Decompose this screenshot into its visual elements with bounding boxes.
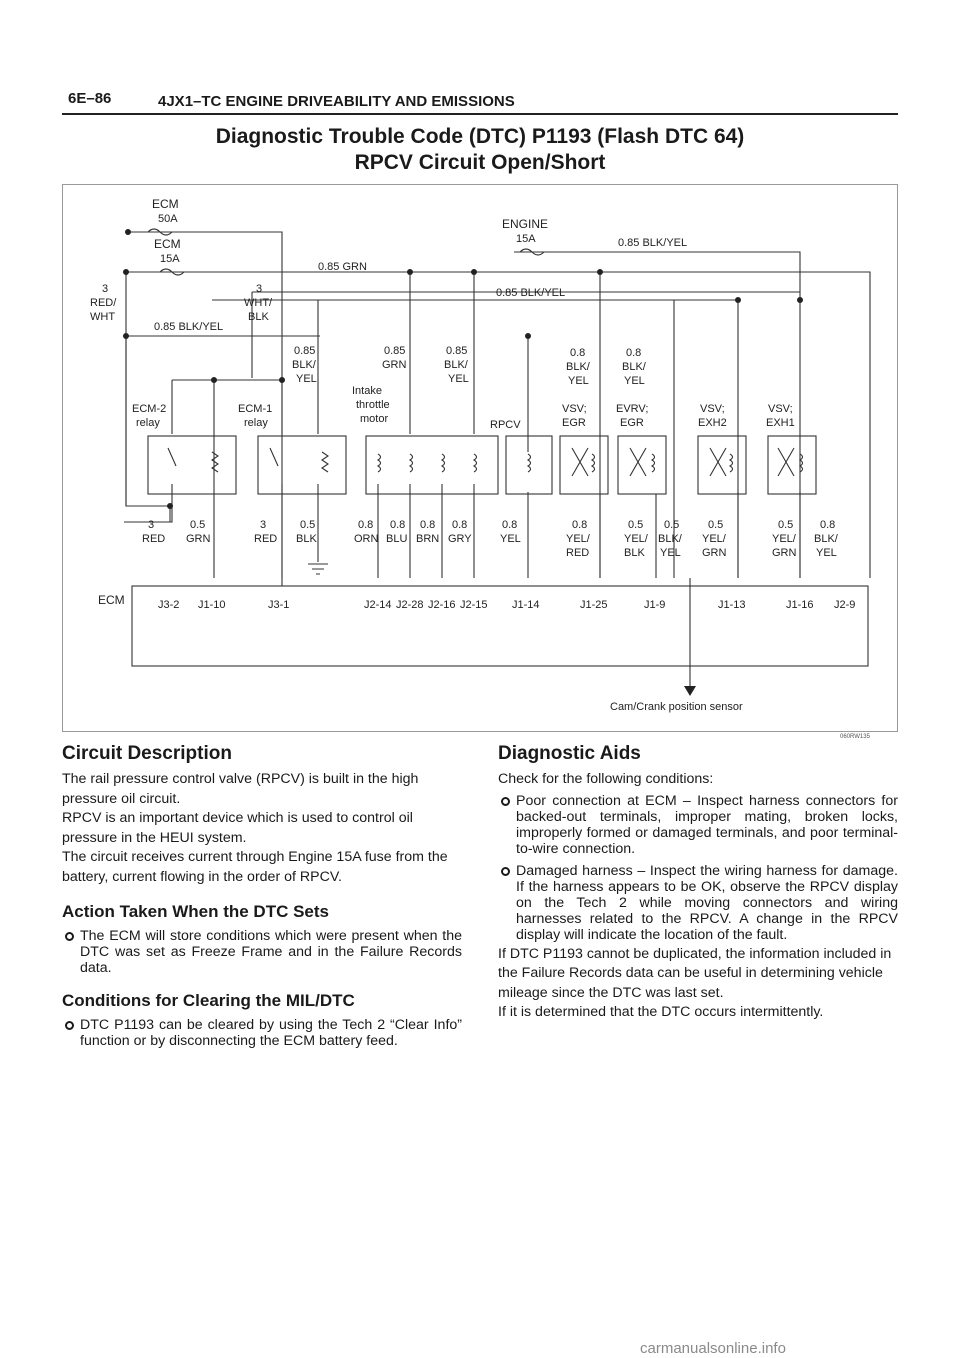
- lw-15b: BLK/: [814, 533, 838, 545]
- wire-redwht-1: 3: [102, 283, 109, 295]
- lw-12c: YEL: [660, 547, 681, 559]
- pin-11: J1-13: [718, 599, 746, 611]
- wire-whtblk-3: BLK: [248, 311, 269, 323]
- wire-w4-3: YEL: [568, 375, 589, 387]
- right-column: [498, 742, 898, 1023]
- wire-w4-2: BLK/: [566, 361, 590, 373]
- lw-1a: 3: [148, 519, 155, 531]
- label-ecm1-1: ECM-1: [238, 403, 273, 415]
- wire-w4-1: 0.8: [570, 347, 586, 359]
- wire-whtblk-1: 3: [256, 283, 263, 295]
- label-vsvexh1-1: VSV;: [768, 403, 793, 415]
- lw-15a: 0.8: [820, 519, 836, 531]
- wire-redwht-3: WHT: [90, 311, 116, 323]
- circuit-description-heading: Circuit Description: [62, 743, 232, 764]
- fuse-ecm50-b: 50A: [158, 213, 178, 225]
- wire-w3-2: BLK/: [444, 359, 468, 371]
- label-vsvexh1-2: EXH1: [766, 417, 795, 429]
- wire-w1-3: YEL: [296, 373, 317, 385]
- conditions-clearing-bullet-1: DTC P1193 can be cleared by using the Tech 2 “Clear Info” function or by disconnecting the ECM battery feed.: [62, 1017, 462, 1049]
- conditions-clearing-heading: Conditions for Clearing the MIL/DTC: [62, 991, 355, 1010]
- lw-11b: YEL/: [624, 533, 648, 545]
- header-rule: [62, 113, 898, 115]
- label-intake-1: Intake: [352, 385, 382, 397]
- ecm-label: ECM: [98, 593, 125, 607]
- lw-5b: ORN: [354, 533, 379, 545]
- action-taken-bullet-1: The ECM will store conditions which were present when the DTC was set as Freeze Frame and in the Failure Records data.: [62, 928, 462, 976]
- fuse-ecm50-a: ECM: [152, 197, 179, 211]
- wire-w1-2: BLK/: [292, 359, 316, 371]
- lw-14b: YEL/: [772, 533, 796, 545]
- figure-id: 060RW135: [840, 734, 870, 740]
- pin-8: J1-14: [512, 599, 540, 611]
- label-ecm1-2: relay: [244, 417, 268, 429]
- lw-7a: 0.8: [420, 519, 436, 531]
- pin-5: J2-28: [396, 599, 424, 611]
- watermark: carmanualsonline.info: [640, 1340, 786, 1357]
- lw-7b: BRN: [416, 533, 440, 545]
- page-title-line1: Diagnostic Trouble Code (DTC) P1193 (Flash DTC 64): [215, 125, 745, 148]
- label-ecm2-2: relay: [136, 417, 160, 429]
- wire-w5-3: YEL: [624, 375, 645, 387]
- wire-grn-top: 0.85 GRN: [318, 261, 367, 273]
- fuse-ecm15-a: ECM: [154, 237, 181, 251]
- diagnostic-aids-para-1: If DTC P1193 cannot be duplicated, the information included in the Failure Records data can be useful in determining vehicle mileage since the DTC was last set.: [498, 945, 892, 1001]
- circuit-description-para-2: RPCV is an important device which is used to control oil pressure in the HEUI system.: [62, 810, 413, 846]
- diagnostic-aids-heading: Diagnostic Aids: [498, 743, 641, 764]
- fuse-engine15-a: ENGINE: [502, 217, 549, 231]
- lw-13a: 0.5: [708, 519, 724, 531]
- lw-4a: 0.5: [300, 519, 316, 531]
- wire-w2-1: 0.85: [384, 345, 406, 357]
- circuit-description-para-1: The rail pressure control valve (RPCV) is built in the high pressure oil circuit.: [62, 771, 419, 807]
- lw-3b: RED: [254, 533, 278, 545]
- wire-w5-1: 0.8: [626, 347, 642, 359]
- left-column: [62, 742, 462, 1049]
- wire-w5-2: BLK/: [622, 361, 646, 373]
- wire-w3-1: 0.85: [446, 345, 468, 357]
- fuse-engine15-b: 15A: [516, 233, 536, 245]
- lw-10a: 0.8: [572, 519, 588, 531]
- lw-2b: GRN: [186, 533, 211, 545]
- lw-15c: YEL: [816, 547, 837, 559]
- label-vsvegr-2: EGR: [562, 417, 586, 429]
- pin-13: J2-9: [834, 599, 856, 611]
- lw-10b: YEL/: [566, 533, 590, 545]
- pin-7: J2-15: [460, 599, 488, 611]
- label-evrvegr-1: EVRV;: [616, 403, 649, 415]
- wire-blkyel-top: 0.85 BLK/YEL: [618, 237, 688, 249]
- page-number: 6E–86: [68, 90, 112, 107]
- lw-11c: BLK: [624, 547, 645, 559]
- lw-2a: 0.5: [190, 519, 206, 531]
- lw-3a: 3: [260, 519, 267, 531]
- label-ecm2-1: ECM-2: [132, 403, 167, 415]
- diagnostic-aids-para-2: If it is determined that the DTC occurs intermittently.: [498, 1004, 824, 1020]
- label-intake-3: motor: [360, 413, 389, 425]
- lw-8b: GRY: [448, 533, 472, 545]
- wire-w2-2: GRN: [382, 359, 407, 371]
- lw-14a: 0.5: [778, 519, 794, 531]
- wire-w1-1: 0.85: [294, 345, 316, 357]
- diagnostic-aids-intro: Check for the following conditions:: [498, 771, 714, 787]
- diagnostic-aids-bullet-2: Damaged harness – Inspect the wiring harness for damage. If the harness appears to be OK, observe the RPCV display on the Tech 2 while moving connectors and wiring harnesses related to the RPCV. A change in the RPCV display will indicate the location of the fault.: [498, 863, 898, 943]
- wire-blkyel-left: 0.85 BLK/YEL: [154, 321, 224, 333]
- pin-6: J2-16: [428, 599, 456, 611]
- lw-12b: BLK/: [658, 533, 682, 545]
- lw-11a: 0.5: [628, 519, 644, 531]
- pin-1: J3-2: [158, 599, 180, 611]
- section-title: 4JX1–TC ENGINE DRIVEABILITY AND EMISSIONS: [158, 93, 515, 110]
- action-taken-heading: Action Taken When the DTC Sets: [62, 902, 329, 921]
- lw-1b: RED: [142, 533, 166, 545]
- lw-4b: BLK: [296, 533, 317, 545]
- wire-w3-3: YEL: [448, 373, 469, 385]
- lw-6b: BLU: [386, 533, 408, 545]
- label-vsvegr-1: VSV;: [562, 403, 587, 415]
- pin-3: J3-1: [268, 599, 290, 611]
- lw-12a: 0.5: [664, 519, 680, 531]
- label-evrvegr-2: EGR: [620, 417, 644, 429]
- wire-redwht-2: RED/: [90, 297, 117, 309]
- lw-8a: 0.8: [452, 519, 468, 531]
- wire-whtblk-2: WHT/: [244, 297, 273, 309]
- lw-9a: 0.8: [502, 519, 518, 531]
- pin-4: J2-14: [364, 599, 392, 611]
- page-title: [62, 124, 898, 176]
- label-rpcv: RPCV: [490, 419, 521, 431]
- lw-9b: YEL: [500, 533, 521, 545]
- lw-10c: RED: [566, 547, 590, 559]
- pin-2: J1-10: [198, 599, 226, 611]
- label-vsvexh2-1: VSV;: [700, 403, 725, 415]
- circuit-description-para-3: The circuit receives current through Engine 15A fuse from the battery, current flowing in the order of RPCV.: [62, 849, 448, 885]
- lw-13c: GRN: [702, 547, 727, 559]
- pin-12: J1-16: [786, 599, 814, 611]
- lw-6a: 0.8: [390, 519, 406, 531]
- diagnostic-aids-bullet-1: Poor connection at ECM – Inspect harness connectors for backed-out terminals, improper mating, broken locks, improperly formed or damaged terminals, and poor terminal-to-wire connection.: [498, 793, 898, 857]
- fuse-ecm15-b: 15A: [160, 253, 180, 265]
- page-title-line2: RPCV Circuit Open/Short: [354, 151, 606, 174]
- label-vsvexh2-2: EXH2: [698, 417, 727, 429]
- label-intake-2: throttle: [356, 399, 390, 411]
- pin-10: J1-9: [644, 599, 666, 611]
- lw-13b: YEL/: [702, 533, 726, 545]
- pin-9: J1-25: [580, 599, 608, 611]
- sensor-label: Cam/Crank position sensor: [610, 701, 743, 713]
- lw-14c: GRN: [772, 547, 797, 559]
- wiring-diagram: [62, 184, 898, 732]
- wire-blkyel-mid: 0.85 BLK/YEL: [496, 287, 566, 299]
- lw-5a: 0.8: [358, 519, 374, 531]
